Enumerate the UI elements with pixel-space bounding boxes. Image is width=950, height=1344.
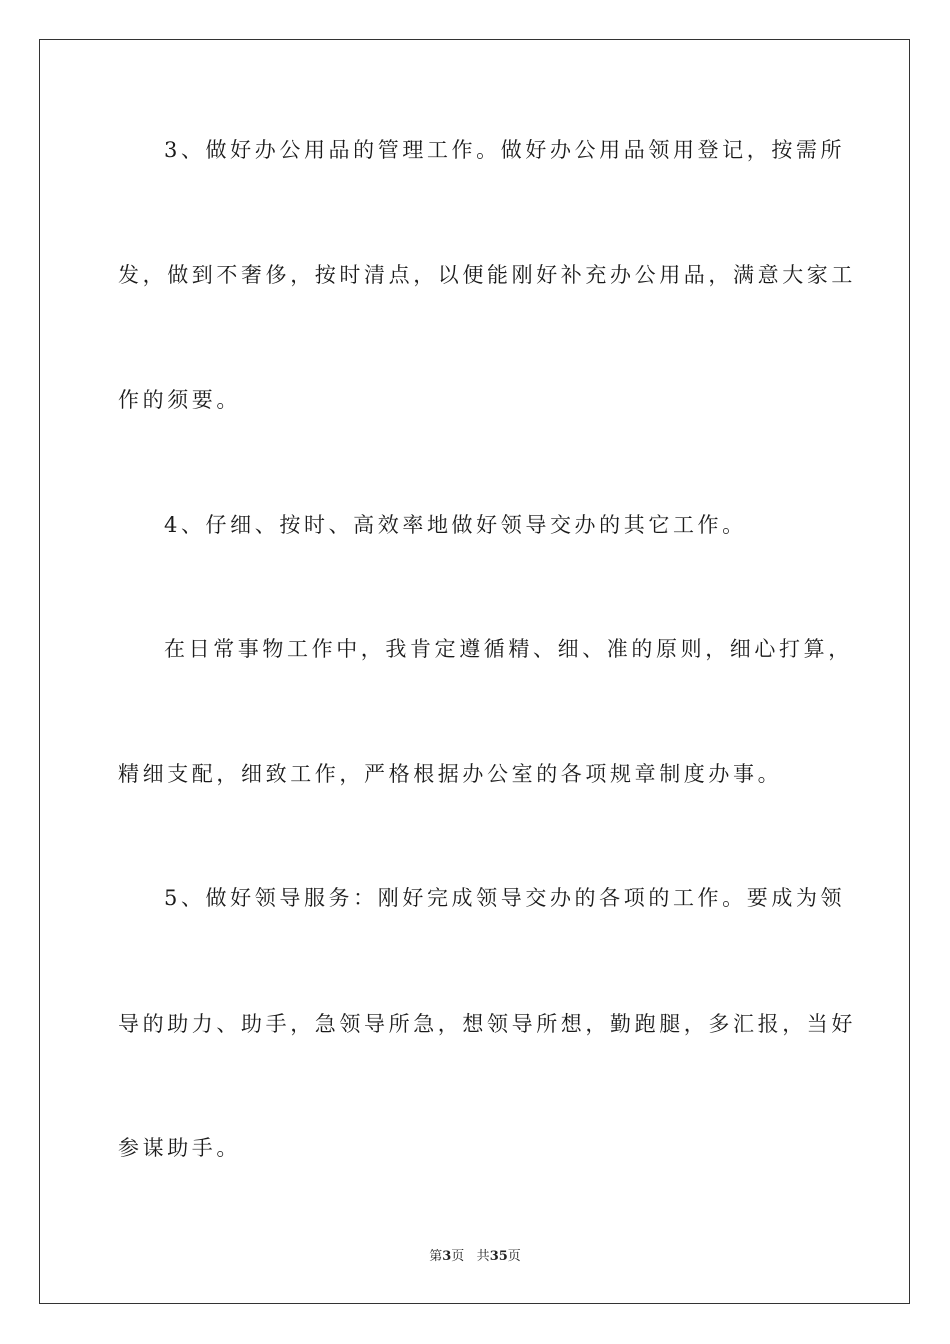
footer-prefix: 第 [429, 1249, 443, 1264]
current-page-number: 3 [442, 1249, 452, 1264]
paragraph-routine-line-1: 在日常事物工作中，我肯定遵循精、细、准的原则，细心打算， [164, 637, 853, 661]
page-frame [39, 39, 910, 1304]
paragraph-3-line-3: 作的须要。 [118, 388, 241, 412]
paragraph-routine-line-2: 精细支配，细致工作，严格根据办公室的各项规章制度办事。 [118, 762, 783, 786]
paragraph-4-line-1: 4、仔细、按时、高效率地做好领导交办的其它工作。 [164, 513, 747, 537]
paragraph-3-line-2: 发，做到不奢侈，按时清点，以便能刚好补充办公用品，满意大家工 [118, 263, 856, 287]
page-footer [0, 1248, 950, 1266]
paragraph-5-line-1: 5、做好领导服务：刚好完成领导交办的各项的工作。要成为领 [164, 886, 846, 910]
footer-total-suffix: 页 [507, 1249, 521, 1264]
total-page-count: 35 [489, 1249, 508, 1264]
footer-total-prefix: 共 [476, 1249, 490, 1264]
paragraph-3-line-1: 3、做好办公用品的管理工作。做好办公用品领用登记，按需所 [164, 138, 846, 162]
footer-page-suffix: 页 [451, 1249, 465, 1264]
paragraph-5-line-3: 参谋助手。 [118, 1136, 241, 1160]
paragraph-5-line-2: 导的助力、助手，急领导所急，想领导所想，勤跑腿，多汇报，当好 [118, 1012, 856, 1036]
